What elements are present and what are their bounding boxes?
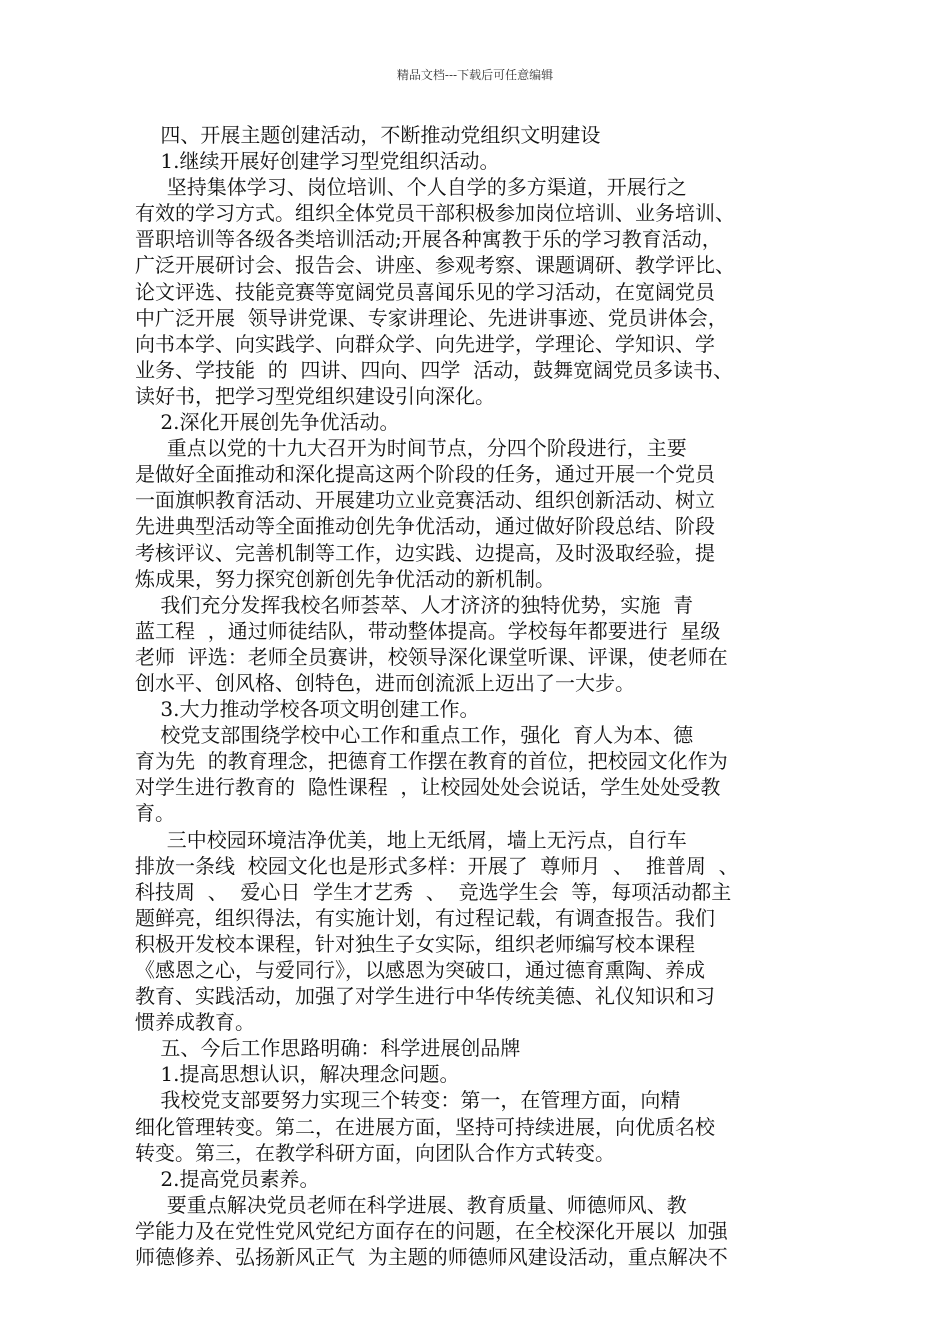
text-line: 考核评议、完善机制等工作，边实践、边提高，及时汲取经验，提 bbox=[135, 540, 715, 565]
text-line: 科技周 、 爱心日 学生才艺秀 、 竞选学生会 等，每项活动都主 bbox=[135, 879, 732, 904]
text-line: 我校党支部要努力实现三个转变：第一，在管理方面，向精 bbox=[135, 1088, 681, 1113]
text-line: 育。 bbox=[135, 801, 175, 826]
page-header: 精品文档---下载后可任意编辑 bbox=[396, 68, 554, 82]
document-body bbox=[135, 122, 820, 1270]
text-line: 业务、学技能 的 四讲、四向、四学 活动，鼓舞宽阔党员多读书、 bbox=[135, 357, 734, 382]
text-line: 创水平、创风格、创特色，进而创流派上迈出了一大步。 bbox=[135, 670, 635, 695]
text-line: 育为先 的教育理念，把德育工作摆在教育的首位，把校园文化作为 bbox=[135, 749, 728, 774]
text-line: 师德修养、弘扬新风正气 为主题的师德师风建设活动，重点解决不 bbox=[135, 1245, 728, 1270]
text-line: 2.提高党员素养。 bbox=[135, 1166, 320, 1191]
text-line: 蓝工程 ，通过师徒结队，带动整体提高。学校每年都要进行 星级 bbox=[135, 618, 721, 643]
text-line: 炼成果，努力探究创新创先争优活动的新机制。 bbox=[135, 566, 555, 591]
text-line: 排放一条线 校园文化也是形式多样：开展了 尊师月 、 推普周 、 bbox=[135, 853, 739, 878]
text-line: 1.继续开展好创建学习型党组织活动。 bbox=[135, 149, 500, 174]
text-line: 校党支部围绕学校中心工作和重点工作，强化 育人为本、德 bbox=[135, 723, 694, 748]
text-line: 老师 评选：老师全员赛讲，校领导深化课堂听课、评课，使老师在 bbox=[135, 644, 728, 669]
text-line: 对学生进行教育的 隐性课程 ，让校园处处会说话，学生处处受教 bbox=[135, 775, 721, 800]
text-line: 要重点解决党员老师在科学进展、教育质量、师德师风、教 bbox=[135, 1192, 687, 1217]
text-line: 有效的学习方式。组织全体党员干部积极参加岗位培训、业务培训、 bbox=[135, 201, 735, 226]
text-line: 3.大力推动学校各项文明创建工作。 bbox=[135, 697, 480, 722]
text-line: 向书本学、向实践学、向群众学、向先进学，学理论、学知识、学 bbox=[135, 331, 715, 356]
text-line: 五、今后工作思路明确：科学进展创品牌 bbox=[135, 1036, 521, 1061]
text-line: 坚持集体学习、岗位培训、个人自学的多方渠道，开展行之 bbox=[135, 175, 687, 200]
text-line: 重点以党的十九大召开为时间节点，分四个阶段进行，主要 bbox=[135, 436, 687, 461]
text-line: 读好书，把学习型党组织建设引向深化。 bbox=[135, 383, 495, 408]
text-line: 论文评选、技能竞赛等宽阔党员喜闻乐见的学习活动，在宽阔党员 bbox=[135, 279, 715, 304]
text-line: 广泛开展研讨会、报告会、讲座、参观考察、课题调研、教学评比、 bbox=[135, 253, 735, 278]
text-line: 转变。第三，在教学科研方面，向团队合作方式转变。 bbox=[135, 1140, 615, 1165]
text-line: 惯养成教育。 bbox=[135, 1010, 255, 1035]
text-line: 2.深化开展创先争优活动。 bbox=[135, 410, 400, 435]
text-line: 四、开展主题创建活动，不断推动党组织文明建设 bbox=[135, 123, 601, 147]
text-line: 晋职培训等各级各类培训活动;开展各种寓教于乐的学习教育活动， bbox=[135, 227, 722, 252]
text-line: 题鲜亮，组织得法，有实施计划，有过程记载，有调查报告。我们 bbox=[135, 905, 715, 930]
text-line: 先进典型活动等全面推动创先争优活动，通过做好阶段总结、阶段 bbox=[135, 514, 715, 539]
text-line: 学能力及在党性党风党纪方面存在的问题，在全校深化开展以 加强 bbox=[135, 1218, 728, 1243]
text-line: 是做好全面推动和深化提高这两个阶段的任务，通过开展一个党员 bbox=[135, 462, 715, 487]
text-line: 一面旗帜教育活动、开展建功立业竞赛活动、组织创新活动、树立 bbox=[135, 488, 715, 513]
text-line: 教育、实践活动，加强了对学生进行中华传统美德、礼仪知识和习 bbox=[135, 984, 715, 1009]
text-line: 1.提高思想认识，解决理念问题。 bbox=[135, 1062, 460, 1087]
text-line: 积极开发校本课程，针对独生子女实际，组织老师编写校本课程 bbox=[135, 931, 695, 956]
text-line: 三中校园环境洁净优美，地上无纸屑，墙上无污点，自行车 bbox=[135, 827, 687, 852]
text-line: 《感恩之心，与爱同行》，以感恩为突破口，通过德育熏陶、养成 bbox=[135, 958, 705, 982]
text-line: 细化管理转变。第二，在进展方面，坚持可持续进展，向优质名校 bbox=[135, 1114, 715, 1139]
text-line: 我们充分发挥我校名师荟萃、人才济济的独特优势，实施 青 bbox=[135, 592, 694, 617]
text-line: 中广泛开展 领导讲党课、专家讲理论、先进讲事迹、党员讲体会， bbox=[135, 305, 728, 330]
